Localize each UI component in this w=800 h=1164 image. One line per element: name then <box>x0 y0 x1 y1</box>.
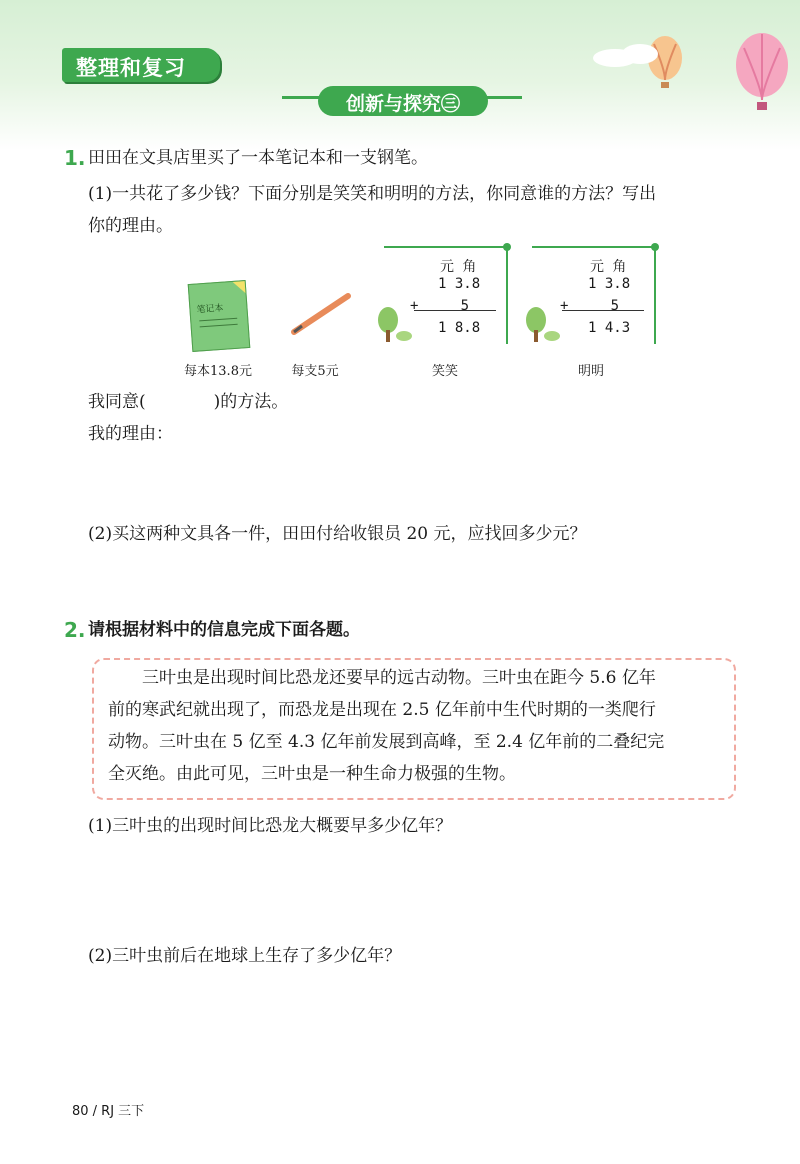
tree-icon <box>522 306 562 346</box>
page-title: 创新与探究㊂ <box>318 86 488 116</box>
mingming-caption: 明明 <box>577 364 604 379</box>
material-line-4: 全灭绝。由此可见，三叶虫是一种生命力极强的生物。 <box>108 764 516 784</box>
q1-stem: 田田在文具店里买了一本笔记本和一支钢笔。 <box>88 148 428 168</box>
q2-number: 2. <box>64 618 86 642</box>
q2-sub2: (2)三叶虫前后在地球上生存了多少亿年？ <box>88 946 402 966</box>
pen-icon <box>286 288 356 338</box>
material-box <box>92 658 736 800</box>
cloud-icon <box>590 40 670 70</box>
tree-icon <box>374 306 414 346</box>
material-line-1: 三叶虫是出现时间比恐龙还要早的远古动物。三叶虫在距今 5.6 亿年 <box>108 668 656 688</box>
q1-agree: 我同意( )的方法。 <box>88 392 289 412</box>
q1-sub1-line1: (1)一共花了多少钱？下面分别是笑笑和明明的方法，你同意谁的方法？写出 <box>88 184 657 204</box>
material-line-2: 前的寒武纪就出现了，而恐龙是出现在 2.5 亿年前中生代时期的一类爬行 <box>108 700 656 720</box>
q1-number: 1. <box>64 146 86 170</box>
q1-sub2: (2)买这两种文具各一件，田田付给收银员 20 元，应找回多少元？ <box>88 524 587 544</box>
q1-reason: 我的理由： <box>88 424 173 444</box>
q1-sub1-line2: 你的理由。 <box>88 216 173 236</box>
pen-caption: 每支5元 <box>291 364 339 379</box>
notebook-image <box>188 280 251 352</box>
material-line-3: 动物。三叶虫在 5 亿至 4.3 亿年前发展到高峰，至 2.4 亿年前的二叠纪完 <box>108 732 665 752</box>
mingming-calc: 元 角 1 3.8 + 5 1 4.3 <box>532 246 656 344</box>
notebook-label: 笔记本 <box>196 303 224 316</box>
xiaoxiao-caption: 笑笑 <box>431 364 458 379</box>
xiaoxiao-calc: 元 角 1 3.8 + 5 1 8.8 <box>384 246 508 344</box>
notebook-caption: 每本13.8元 <box>184 364 252 379</box>
section-tag: 整理和复习 <box>62 48 220 82</box>
q2-stem: 请根据材料中的信息完成下面各题。 <box>88 620 360 640</box>
q2-sub1: (1)三叶虫的出现时间比恐龙大概要早多少亿年？ <box>88 816 453 836</box>
page-footer: 80 / RJ 三下 <box>72 1104 145 1119</box>
